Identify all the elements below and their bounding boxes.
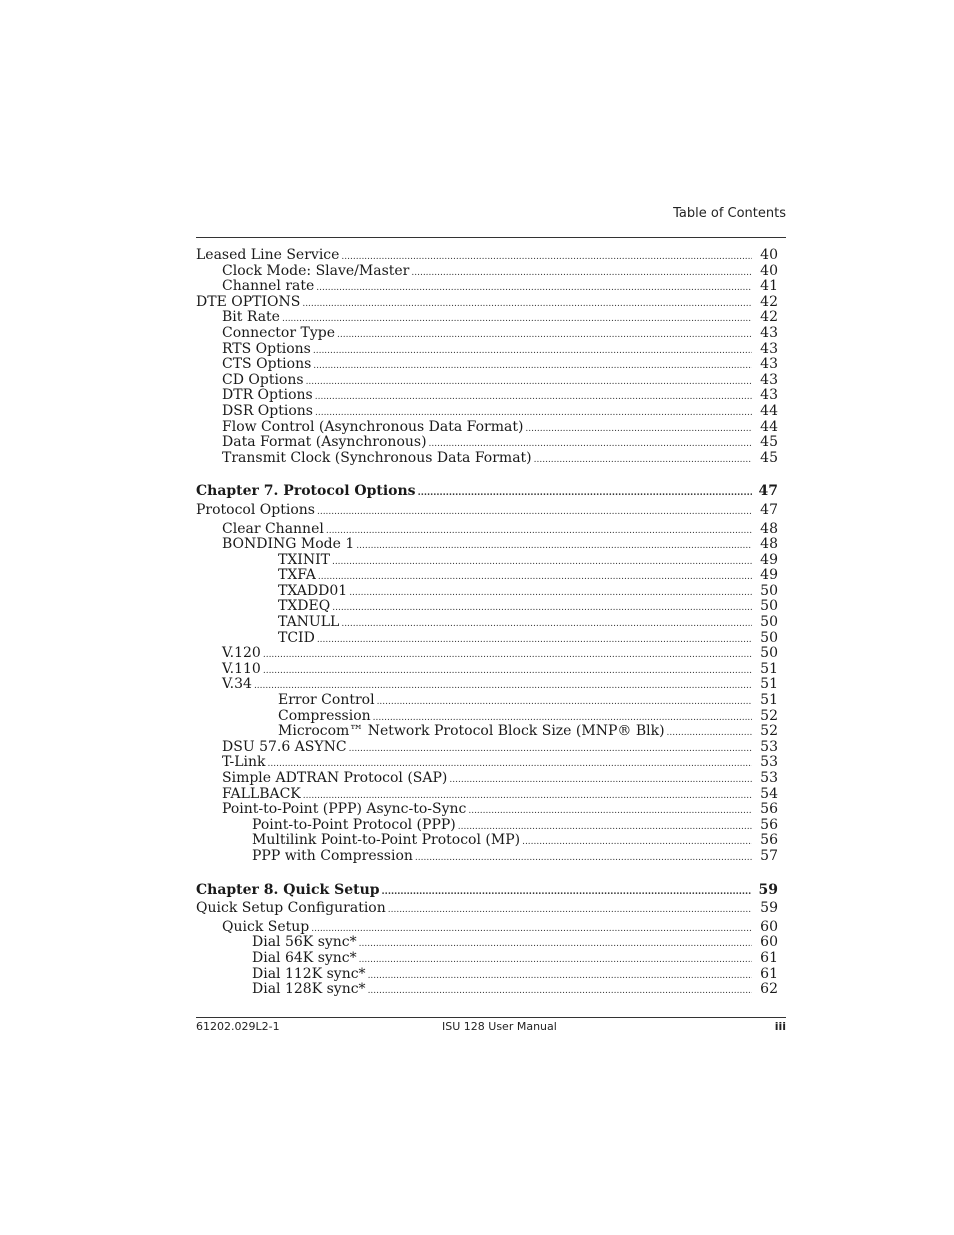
- toc-entry-title: Clock Mode: Slave/Master: [222, 263, 410, 279]
- toc-entry-page: 52: [760, 708, 778, 724]
- toc-entry[interactable]: [196, 662, 778, 678]
- toc-entry-title: Dial 56K sync*: [252, 935, 357, 951]
- toc-entry-title: BONDING Mode 1: [222, 537, 355, 553]
- toc-entry[interactable]: [196, 693, 778, 709]
- toc-entry[interactable]: [196, 920, 778, 936]
- toc-entry[interactable]: [196, 982, 778, 998]
- toc-entry-page: 41: [760, 279, 778, 295]
- toc-entry[interactable]: [196, 451, 778, 467]
- toc-entry[interactable]: [196, 833, 778, 849]
- toc-entry-title: TXFA: [278, 568, 316, 584]
- toc-entry[interactable]: [196, 771, 778, 787]
- toc-entry-page: 42: [760, 294, 778, 310]
- toc-entry[interactable]: [196, 388, 778, 404]
- toc-dot-leader: [377, 695, 752, 709]
- toc-entry[interactable]: [196, 802, 778, 818]
- toc-dot-leader: [318, 570, 752, 584]
- toc-entry-title: PPP with Compression: [252, 848, 413, 864]
- toc-entry-page: 48: [760, 521, 778, 537]
- toc-entry-title: Dial 64K sync*: [252, 950, 357, 966]
- toc-entry-title: Simple ADTRAN Protocol (SAP): [222, 771, 448, 786]
- toc-entry[interactable]: [196, 677, 778, 693]
- toc-entry-page: 45: [760, 450, 778, 466]
- toc-entry-page: 44: [760, 419, 778, 435]
- toc-dot-leader: [356, 539, 752, 553]
- toc-entry-page: 56: [760, 817, 778, 833]
- toc-entry-title: DTR Options: [222, 388, 313, 404]
- toc-dot-leader: [315, 390, 752, 404]
- toc-entry[interactable]: [196, 295, 778, 311]
- toc-dot-leader: [317, 505, 752, 519]
- toc-dot-leader: [368, 969, 752, 983]
- toc-entry-page: 42: [760, 310, 778, 326]
- toc-chapter-entry[interactable]: [196, 883, 778, 899]
- toc-entry-title: V.120: [222, 646, 261, 662]
- toc-entry-page: 56: [760, 802, 778, 818]
- toc-dot-leader: [534, 453, 752, 467]
- toc-entry[interactable]: [196, 357, 778, 373]
- toc-dot-leader: [359, 953, 752, 967]
- table-of-contents: [196, 248, 778, 998]
- toc-entry-page: 48: [760, 537, 778, 553]
- toc-entry-page: 40: [760, 248, 778, 263]
- toc-entry-page: 40: [760, 263, 778, 279]
- toc-entry-title: Channel rate: [222, 279, 315, 295]
- toc-entry[interactable]: [196, 724, 778, 740]
- toc-spacer: [196, 865, 778, 883]
- toc-entry-title: Dial 112K sync*: [252, 966, 366, 982]
- toc-entry[interactable]: [196, 264, 778, 280]
- toc-entry[interactable]: [196, 709, 778, 725]
- toc-entry-title: RTS Options: [222, 341, 311, 357]
- toc-entry-page: 52: [760, 724, 778, 740]
- toc-entry-page: 50: [760, 646, 778, 662]
- toc-entry-title: Transmit Clock (Synchronous Data Format): [222, 450, 532, 466]
- toc-entry-title: TANULL: [278, 615, 340, 631]
- toc-entry-title: TXINIT: [278, 552, 330, 568]
- toc-entry-page: 43: [760, 325, 778, 341]
- toc-entry-title: CD Options: [222, 372, 304, 388]
- toc-entry-title: FALLBACK: [222, 786, 301, 802]
- toc-dot-leader: [415, 851, 752, 865]
- toc-entry-title: Error Control: [278, 693, 375, 709]
- toc-chapter-entry[interactable]: [196, 484, 778, 500]
- toc-entry-title: Point-to-Point Protocol (PPP): [252, 817, 456, 833]
- page-header-title: Table of Contents: [673, 206, 786, 221]
- toc-entry-title: Flow Control (Asynchronous Data Format): [222, 419, 524, 435]
- toc-entry-title: Data Format (Asynchronous): [222, 435, 427, 451]
- toc-dot-leader: [268, 757, 752, 771]
- toc-entry-page: 54: [760, 786, 778, 802]
- toc-dot-leader: [449, 773, 752, 787]
- toc-entry-title: Leased Line Service: [196, 248, 340, 263]
- toc-entry-title: CTS Options: [222, 357, 312, 373]
- toc-dot-leader: [315, 406, 752, 420]
- toc-dot-leader: [341, 250, 752, 264]
- toc-entry-page: 47: [758, 484, 778, 500]
- header-rule: [196, 237, 786, 238]
- toc-entry[interactable]: [196, 818, 778, 834]
- toc-entry-page: 50: [760, 630, 778, 646]
- toc-dot-leader: [316, 281, 752, 295]
- toc-entry-title: Point-to-Point (PPP) Async-to-Sync: [222, 802, 467, 818]
- toc-dot-leader: [332, 555, 752, 569]
- toc-entry[interactable]: [196, 584, 778, 600]
- toc-entry[interactable]: [196, 404, 778, 420]
- toc-dot-leader: [349, 742, 752, 756]
- toc-dot-leader: [306, 375, 752, 389]
- toc-entry[interactable]: [196, 522, 778, 538]
- toc-dot-leader: [468, 804, 752, 818]
- toc-entry-title: Chapter 8. Quick Setup: [196, 882, 380, 898]
- toc-entry-page: 56: [760, 833, 778, 849]
- toc-entry-page: 57: [760, 848, 778, 864]
- toc-entry-title: Bit Rate: [222, 310, 280, 326]
- toc-entry[interactable]: [196, 631, 778, 647]
- toc-entry-title: Compression: [278, 708, 371, 724]
- toc-entry-page: 49: [760, 552, 778, 568]
- toc-entry-page: 51: [760, 661, 778, 677]
- toc-entry[interactable]: [196, 537, 778, 553]
- toc-dot-leader: [522, 835, 752, 849]
- toc-entry-page: 51: [760, 693, 778, 709]
- toc-dot-leader: [317, 633, 752, 647]
- toc-entry-page: 43: [760, 341, 778, 357]
- footer-page-number: iii: [774, 1020, 786, 1033]
- toc-entry-page: 60: [760, 919, 778, 935]
- toc-entry-title: Quick Setup Configuration: [196, 901, 386, 917]
- toc-dot-leader: [429, 437, 752, 451]
- toc-dot-leader: [359, 937, 752, 951]
- toc-dot-leader: [349, 586, 752, 600]
- toc-entry-title: V.34: [222, 677, 252, 693]
- toc-entry[interactable]: [196, 248, 778, 264]
- toc-entry-page: 59: [758, 882, 778, 898]
- toc-dot-leader: [418, 486, 752, 500]
- toc-entry-title: V.110: [222, 661, 261, 677]
- toc-entry-page: 53: [760, 739, 778, 755]
- toc-dot-leader: [313, 359, 752, 373]
- toc-dot-leader: [337, 328, 752, 342]
- toc-dot-leader: [263, 648, 752, 662]
- toc-entry[interactable]: [196, 279, 778, 295]
- toc-entry[interactable]: [196, 553, 778, 569]
- toc-entry[interactable]: [196, 420, 778, 436]
- toc-entry-page: 61: [760, 966, 778, 982]
- toc-entry-page: 49: [760, 568, 778, 584]
- toc-dot-leader: [382, 885, 752, 899]
- toc-entry-page: 61: [760, 950, 778, 966]
- toc-entry-title: T-Link: [222, 755, 266, 771]
- toc-entry-title: Connector Type: [222, 325, 335, 341]
- toc-entry[interactable]: [196, 967, 778, 983]
- toc-dot-leader: [411, 266, 752, 280]
- toc-entry[interactable]: [196, 951, 778, 967]
- toc-entry[interactable]: [196, 935, 778, 951]
- toc-entry-page: 53: [760, 771, 778, 786]
- toc-entry-page: 43: [760, 372, 778, 388]
- toc-entry-page: 51: [760, 677, 778, 693]
- toc-entry-page: 43: [760, 388, 778, 404]
- toc-dot-leader: [313, 344, 752, 358]
- toc-dot-leader: [368, 984, 752, 998]
- toc-dot-leader: [525, 422, 752, 436]
- toc-entry-title: Quick Setup: [222, 919, 310, 935]
- toc-entry[interactable]: [196, 901, 778, 917]
- toc-entry-page: 53: [760, 755, 778, 771]
- toc-entry-title: TXADD01: [278, 583, 348, 599]
- toc-dot-leader: [458, 820, 752, 834]
- footer-doc-number: 61202.029L2-1: [196, 1020, 280, 1033]
- toc-dot-leader: [263, 664, 752, 678]
- toc-entry[interactable]: [196, 599, 778, 615]
- toc-entry-title: Clear Channel: [222, 521, 324, 537]
- toc-entry-title: DSU 57.6 ASYNC: [222, 739, 347, 755]
- toc-entry[interactable]: [196, 646, 778, 662]
- toc-dot-leader: [332, 601, 752, 615]
- toc-dot-leader: [254, 679, 752, 693]
- toc-entry[interactable]: [196, 373, 778, 389]
- toc-entry-page: 44: [760, 403, 778, 419]
- toc-entry-title: Chapter 7. Protocol Options: [196, 484, 416, 500]
- toc-entry[interactable]: [196, 849, 778, 865]
- toc-entry[interactable]: [196, 310, 778, 326]
- toc-dot-leader: [388, 903, 752, 917]
- footer-rule: [196, 1017, 786, 1018]
- toc-dot-leader: [326, 524, 752, 538]
- toc-entry[interactable]: [196, 503, 778, 519]
- toc-entry-page: 47: [760, 502, 778, 518]
- toc-entry[interactable]: [196, 435, 778, 451]
- toc-entry-title: TXDEQ: [278, 599, 331, 615]
- toc-entry-title: DSR Options: [222, 403, 313, 419]
- toc-entry-page: 50: [760, 615, 778, 631]
- toc-entry[interactable]: [196, 342, 778, 358]
- toc-entry[interactable]: [196, 740, 778, 756]
- toc-entry-page: 45: [760, 435, 778, 451]
- toc-entry[interactable]: [196, 568, 778, 584]
- toc-dot-leader: [341, 617, 752, 631]
- toc-entry-page: 50: [760, 599, 778, 615]
- toc-entry-title: Dial 128K sync*: [252, 982, 366, 998]
- toc-entry-title: DTE OPTIONS: [196, 294, 301, 310]
- toc-entry-title: Protocol Options: [196, 502, 315, 518]
- toc-entry-page: 60: [760, 935, 778, 951]
- toc-dot-leader: [667, 726, 752, 740]
- toc-entry[interactable]: [196, 787, 778, 803]
- toc-dot-leader: [373, 711, 752, 725]
- toc-entry-page: 50: [760, 583, 778, 599]
- toc-dot-leader: [302, 297, 752, 311]
- toc-spacer: [196, 466, 778, 484]
- toc-entry-page: 62: [760, 982, 778, 998]
- toc-dot-leader: [282, 312, 752, 326]
- toc-dot-leader: [311, 922, 752, 936]
- toc-entry[interactable]: [196, 755, 778, 771]
- footer-manual-title: ISU 128 User Manual: [442, 1020, 557, 1033]
- toc-entry[interactable]: [196, 326, 778, 342]
- toc-entry[interactable]: [196, 615, 778, 631]
- toc-entry-title: TCID: [278, 630, 315, 646]
- toc-entry-title: Multilink Point-to-Point Protocol (MP): [252, 833, 521, 849]
- toc-entry-page: 43: [760, 357, 778, 373]
- toc-dot-leader: [303, 789, 752, 803]
- toc-entry-title: Microcom™ Network Protocol Block Size (MNP® Blk): [278, 724, 665, 740]
- toc-entry-page: 59: [760, 901, 778, 917]
